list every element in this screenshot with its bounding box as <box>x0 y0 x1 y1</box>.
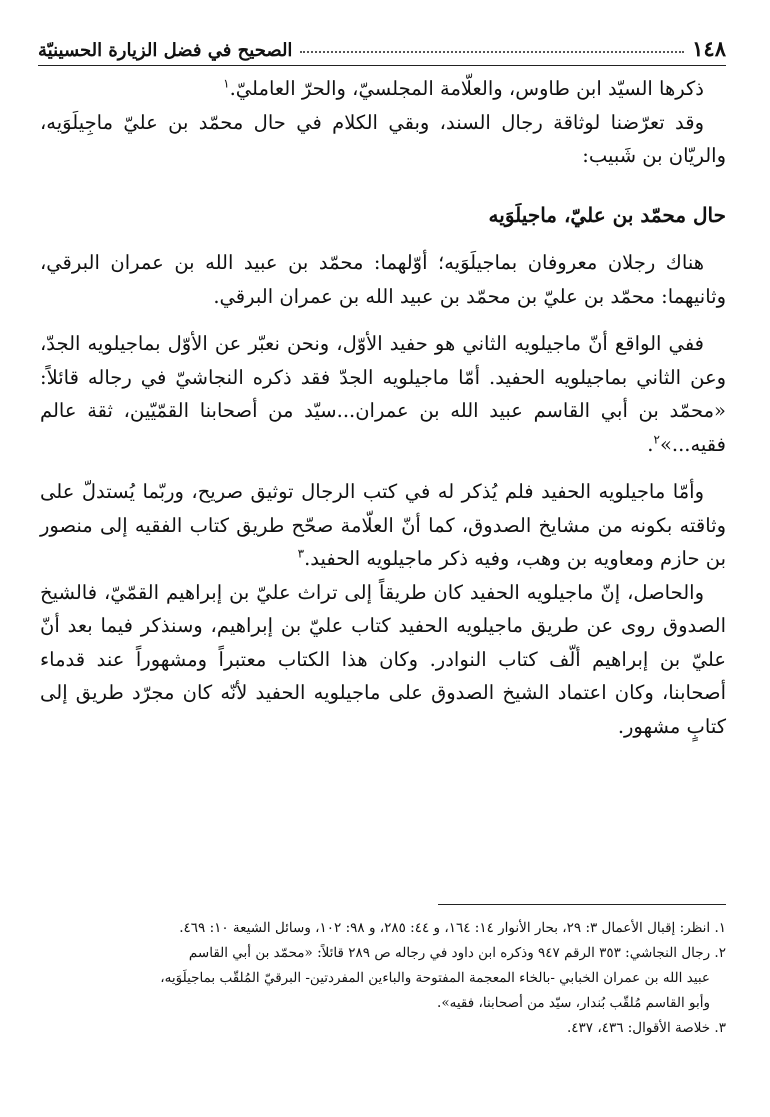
page-header <box>38 26 726 66</box>
paragraph-4-text: ففي الواقع أنّ ماجيلويه الثاني هو حفيد الأوّل، ونحن نعبّر عن الأوّل بماجيلويه الجدّ، وعن الثاني بماجيلويه الحفيد. أمّا ماجيلويه الجدّ فقد ذكره النجاشيّ في رجاله قائلاً: «محمّد بن أبي القاسم عبيد الله بن عمران...سيّد من أصحابنا القمّيّين، ثقة عالم فقيه...» <box>40 332 726 456</box>
footnote-2-cont-2: وأبو القاسم مُلقّب بُندار، سيّد من أصحابنا، فقيه». <box>437 995 710 1011</box>
footnotes <box>40 916 726 1041</box>
footnote-1: ١. انظر: إقبال الأعمال ٣: ٢٩، بحار الأنوار ١٤: ١٦٤، و ٤٤: ٢٨٥، و ٩٨: ١٠٢، وسائل الشيعة ١٠: ٤٦٩. <box>179 920 726 936</box>
paragraph-5 <box>40 475 726 576</box>
footnote-ref-1: ١ <box>223 76 230 91</box>
paragraph-6: والحاصل، إنّ ماجيلويه الحفيد كان طريقاً إلى تراث عليّ بن إبراهيم القمّيّ، فالشيخ الصدوق روى عن طريق ماجيلويه الحفيد كتاب عليّ بن إبراهيم، وسنذكر فيما بعد أنّ عليّ بن إبراهيم ألّف كتاب النوادر. وكان هذا الكتاب معتبراً ومشهوراً عند قدماء أصحابنا، وكان اعتماد الشيخ الصدوق على ماجيلويه الحفيد لأنّه كان مجرّد طريق إلى كتابٍ مشهور. <box>40 580 726 738</box>
paragraph-1 <box>40 72 726 106</box>
header-dotted-leader <box>300 50 684 53</box>
footnote-2: ٢. رجال النجاشي: ٣٥٣ الرقم ٩٤٧ وذكره ابن داود في رجاله ص ٢٨٩ قائلاً: «محمّد بن أبي القاسم <box>188 945 726 961</box>
paragraph-2: وقد تعرّضنا لوثاقة رجال السند، وبقي الكلام في حال محمّد بن عليّ ماجِيلَوَيه، والريّان بن شَبيب: <box>40 110 726 167</box>
footnote-separator <box>438 904 726 905</box>
page-number: ١٤٨ <box>692 36 726 61</box>
paragraph-3: هناك رجلان معروفان بماجيلَوَيه؛ أوّلهما: محمّد بن عبيد الله بن عمران البرقي، وثانيهما: محمّد بن عليّ بن محمّد بن عبيد الله بن عمران البرقي. <box>40 251 726 308</box>
paragraph-5-text: وأمّا ماجيلويه الحفيد فلم يُذكر له في كتب الرجال توثيق صريح، وربّما يُستدلّ على وثاقته بكونه من مشايخ الصدوق، كما أنّ العلّامة صحّح طريق كتاب الفقيه إلى منصور بن حازم ومعاويه بن وهب، وفيه ذكر ماجيلويه الحفيد. <box>40 480 726 570</box>
footnote-ref-2: ٢ <box>653 432 660 446</box>
running-title: الصحيح في فضل الزيارة الحسينيّة <box>38 40 293 61</box>
paragraph-1-text: ذكرها السيّد ابن طاوس، والعلّامة المجلسيّ، والحرّ العامليّ. <box>229 77 704 100</box>
footnote-ref-3: ٣ <box>297 546 305 561</box>
footnote-3: ٣. خلاصة الأقوال: ٤٣٦، ٤٣٧. <box>566 1020 726 1036</box>
paragraph-4: ففي الواقع أنّ ماجيلويه الثاني هو حفيد الأوّل، ونحن نعبّر عن الأوّل بماجيلويه الجدّ، وعن الثاني بماجيلويه الحفيد. أمّا ماجيلويه الجدّ فقد ذكره النجاشيّ في رجاله قائلاً: «محمّد بن أبي القاسم عبيد الله بن عمران...سيّد من أصحابنا القمّيّين، ثقة عالم فقيه...»$^٢$. <box>40 332 726 456</box>
main-text <box>40 72 726 743</box>
section-heading: حال محمّد بن عليّ، ماجيلَوَيه <box>488 202 726 227</box>
footnote-2-cont: عبيد الله بن عمران الخبابي -بالخاء المعجمة المفتوحة والباءين المفردتين- البرقيّ المُلقّب بماجيلَوَيه، <box>160 970 710 986</box>
